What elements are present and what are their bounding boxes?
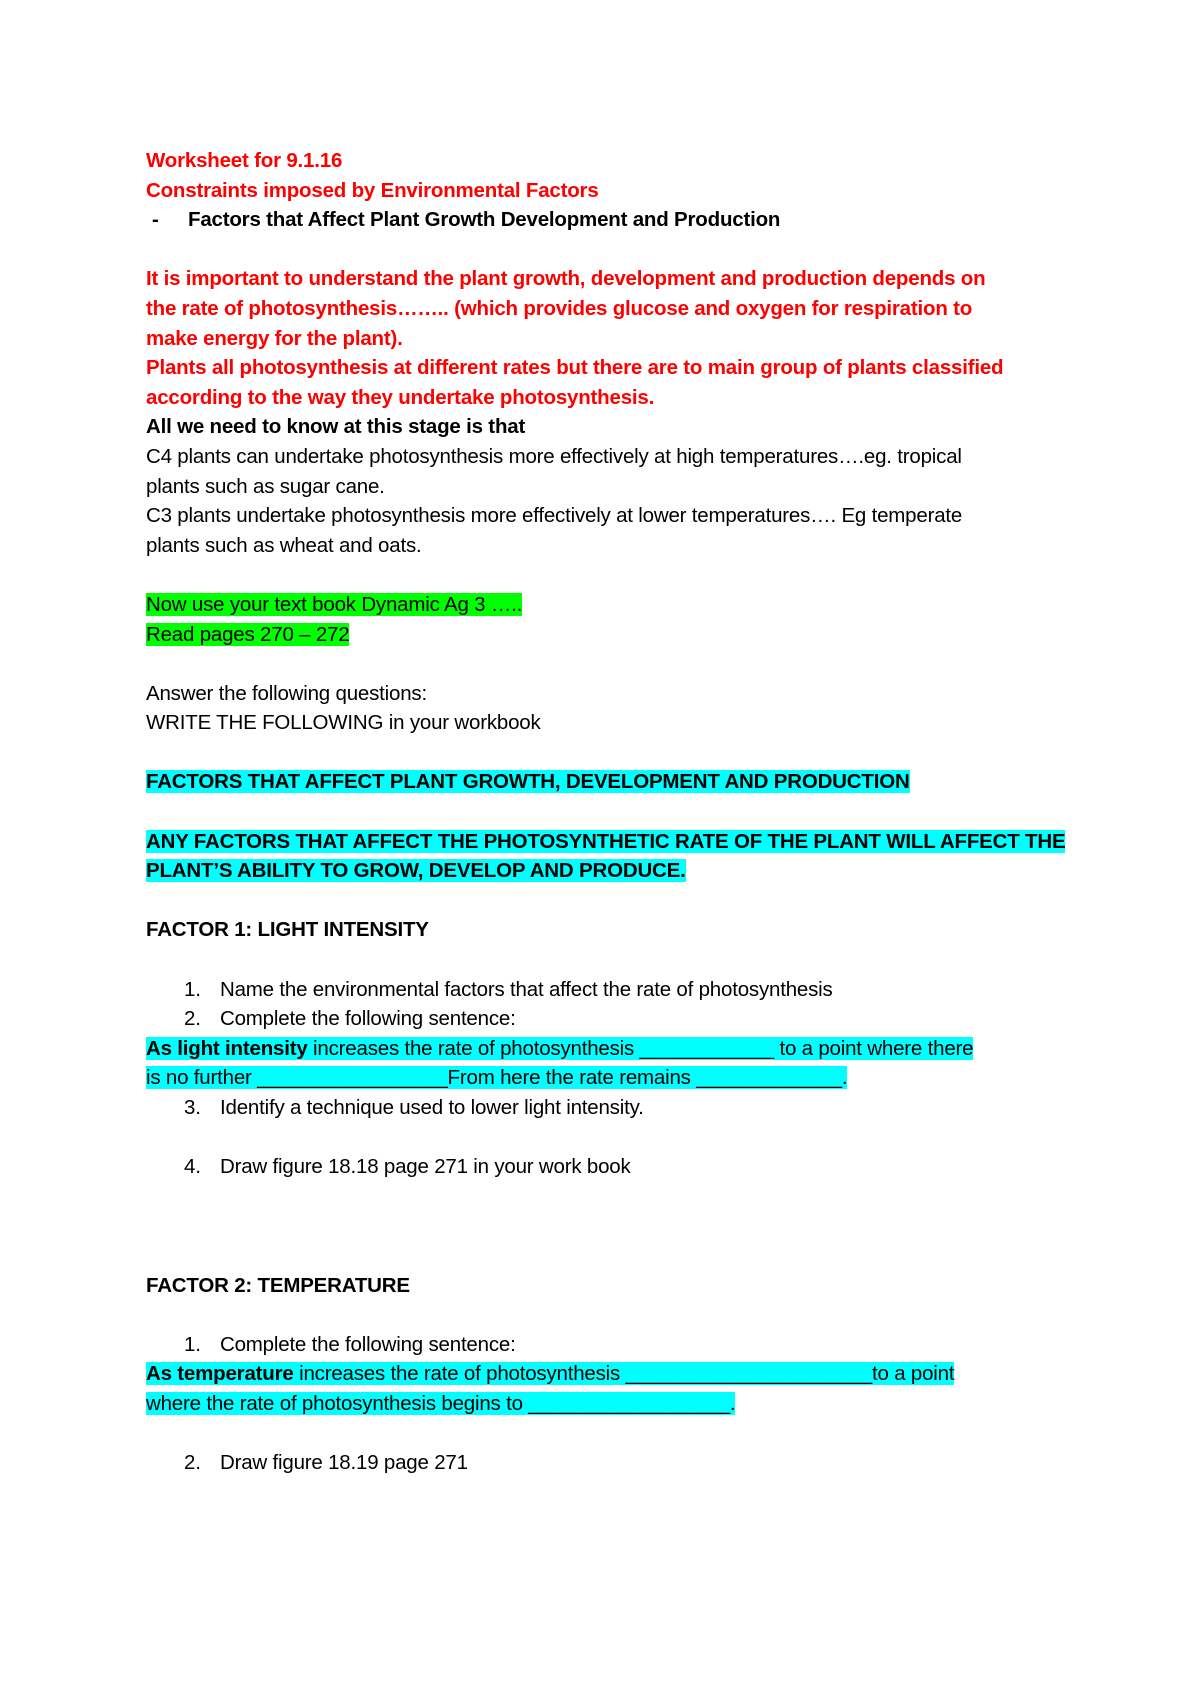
intro-line: It is important to understand the plant growth, development and production depends on (146, 267, 986, 291)
question-text: Draw figure 18.19 page 271 (220, 1451, 468, 1475)
sentence-text: is no further _________________From here the rate remains _____________. (146, 1066, 848, 1090)
sentence-text: where the rate of photosynthesis begins to __________________. (146, 1391, 736, 1415)
c4-plants-text: C4 plants can undertake photosynthesis more effectively at high temperatures….eg. tropical (146, 444, 962, 468)
spacer (146, 1300, 1066, 1330)
spacer (146, 235, 1066, 265)
spacer (146, 560, 1066, 590)
spacer (146, 649, 1066, 679)
spacer (146, 1123, 1066, 1153)
question-number: 3. (184, 1096, 201, 1119)
write-instruction: WRITE THE FOLLOWING in your workbook (146, 711, 541, 735)
factor1-questions (146, 975, 1066, 1034)
c3-plants-text: plants such as wheat and oats. (146, 533, 422, 557)
factor1-sentence (146, 1034, 1066, 1064)
any-factors-heading: ANY FACTORS THAT AFFECT THE PHOTOSYNTHETIC RATE OF THE PLANT WILL AFFECT THE (146, 829, 1066, 853)
intro-line: Plants all photosynthesis at different rates but there are to main group of plants classified (146, 356, 1004, 380)
question-item (146, 975, 1066, 1005)
question-number: 2. (184, 1451, 201, 1475)
worksheet-content (146, 146, 1066, 1478)
question-text: Complete the following sentence: (220, 1332, 516, 1356)
question-number: 1. (184, 977, 201, 1001)
question-item (146, 1004, 1066, 1034)
question-number: 1. (184, 1332, 201, 1356)
question-text: Complete the following sentence: (220, 1007, 516, 1031)
spacer (146, 945, 1066, 975)
textbook-instruction: Now use your text book Dynamic Ag 3 ….. (146, 592, 523, 616)
question-item (146, 1093, 1066, 1123)
intro-line: according to the way they undertake photosynthesis. (146, 385, 655, 409)
sentence-text: increases the rate of photosynthesis ______________________to a point (293, 1362, 955, 1386)
factor2-sentence (146, 1359, 1066, 1389)
subtopic-dash: - (152, 208, 159, 232)
subtopic-title: Factors that Affect Plant Growth Development and Production (188, 208, 781, 232)
factor1-title: FACTOR 1: LIGHT INTENSITY (146, 918, 429, 942)
sentence-text: increases the rate of photosynthesis ____________ to a point where there (307, 1036, 974, 1060)
spacer (146, 797, 1066, 827)
intro-paragraph-1 (146, 264, 1066, 353)
spacer (146, 1419, 1066, 1449)
intro-line: the rate of photosynthesis…….. (which provides glucose and oxygen for respiration to (146, 296, 973, 320)
question-text: Name the environmental factors that affect the rate of photosynthesis (220, 977, 833, 1001)
any-factors-heading: PLANT’S ABILITY TO GROW, DEVELOP AND PRODUCE. (146, 859, 686, 883)
c4-plants-text: plants such as sugar cane. (146, 474, 385, 498)
question-number: 2. (184, 1007, 201, 1031)
answer-instruction: Answer the following questions: (146, 681, 427, 705)
question-item (146, 1330, 1066, 1360)
factor2-questions-continued (146, 1448, 1066, 1478)
reading-pages: Read pages 270 – 272 (146, 622, 350, 646)
spacer (146, 1211, 1066, 1241)
factor1-questions-continued (146, 1152, 1066, 1182)
factors-heading: FACTORS THAT AFFECT PLANT GROWTH, DEVELOPMENT AND PRODUCTION (146, 770, 910, 794)
factor1-questions-continued (146, 1093, 1066, 1123)
need-to-know-heading: All we need to know at this stage is that (146, 415, 526, 439)
spacer (146, 1241, 1066, 1271)
worksheet-title: Worksheet for 9.1.16 (146, 149, 343, 172)
question-item (146, 1448, 1066, 1478)
spacer (146, 1182, 1066, 1212)
sentence-lead: As temperature (146, 1362, 294, 1386)
intro-line: make energy for the plant). (146, 326, 403, 350)
factor2-title: FACTOR 2: TEMPERATURE (146, 1273, 410, 1297)
question-item (146, 1152, 1066, 1182)
subtopic-row (146, 205, 1066, 235)
intro-paragraph-2 (146, 353, 1066, 412)
factor2-questions (146, 1330, 1066, 1360)
topic-title: Constraints imposed by Environmental Factors (146, 178, 599, 202)
sentence-lead: As light intensity (146, 1036, 308, 1060)
spacer (146, 738, 1066, 768)
question-text: Draw figure 18.18 page 271 in your work book (220, 1155, 631, 1179)
question-text: Identify a technique used to lower light intensity. (220, 1096, 644, 1119)
spacer (146, 886, 1066, 916)
question-number: 4. (184, 1155, 201, 1179)
c3-plants-text: C3 plants undertake photosynthesis more effectively at lower temperatures…. Eg temperate (146, 504, 963, 528)
